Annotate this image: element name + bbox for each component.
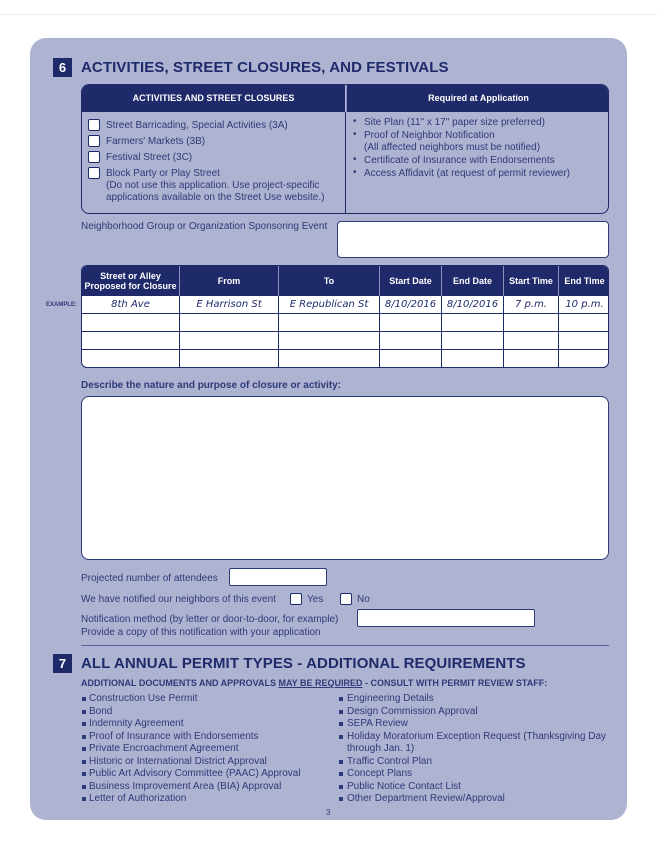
example-cell-start-time: 7 p.m.	[504, 296, 559, 314]
table-cell[interactable]	[442, 350, 504, 368]
section-divider	[81, 645, 609, 646]
activities-header: ACTIVITIES AND STREET CLOSURES	[82, 85, 345, 112]
table-cell[interactable]	[82, 314, 180, 332]
right-item: SEPA Review	[347, 718, 408, 729]
square-bullet-icon	[339, 697, 343, 701]
right-item: Design Commission Approval	[347, 706, 478, 717]
req-neighbor-sub: (All affected neighbors must be notified)	[364, 142, 541, 153]
table-cell[interactable]	[504, 332, 559, 350]
section-6-title: ACTIVITIES, STREET CLOSURES, AND FESTIVALS	[81, 59, 449, 76]
col-header-start-date: Start Date	[380, 266, 442, 296]
left-item: Letter of Authorization	[89, 793, 187, 804]
section-7-title: ALL ANNUAL PERMIT TYPES - ADDITIONAL REQUIREMENTS	[81, 655, 526, 672]
col-header-end-time: End Time	[559, 266, 609, 296]
example-cell-end-date: 8/10/2016	[442, 296, 504, 314]
col-header-end-date: End Date	[442, 266, 504, 296]
sponsor-label: Neighborhood Group or Organization Sponsoring Event	[81, 221, 328, 232]
col-header-start-time: Start Time	[504, 266, 559, 296]
example-cell-to: E Republican St	[279, 296, 380, 314]
col-header-street: Street or Alley Proposed for Closure	[82, 266, 180, 296]
block-party-note-2: applications available on the Street Use website.)	[106, 192, 325, 203]
checkbox-label-street-barricading: Street Barricading, Special Activities (3A)	[106, 120, 288, 131]
right-item: Concept Plans	[347, 768, 413, 779]
block-party-note-1: (Do not use this application. Use project-specific	[106, 180, 320, 191]
table-cell[interactable]	[180, 350, 279, 368]
bullet-icon: •	[353, 116, 357, 127]
sponsor-input[interactable]	[337, 221, 609, 258]
table-cell[interactable]	[279, 314, 380, 332]
checkbox-farmers-markets[interactable]	[88, 135, 100, 147]
subtitle-emphasis: MAY BE REQUIRED	[278, 678, 363, 688]
table-cell[interactable]	[82, 332, 180, 350]
section-7-subtitle	[81, 677, 547, 689]
square-bullet-icon	[82, 797, 86, 801]
subtitle-part: ADDITIONAL DOCUMENTS AND APPROVALS	[81, 678, 279, 688]
example-cell-from: E Harrison St	[180, 296, 279, 314]
attendees-label: Projected number of attendees	[81, 573, 218, 584]
left-item: Public Art Advisory Committee (PAAC) Approval	[89, 768, 301, 779]
req-site-plan: Site Plan (11" x 17" paper size preferred)	[364, 117, 545, 128]
left-item: Indemnity Agreement	[89, 718, 184, 729]
bullet-icon: •	[353, 129, 357, 140]
checkbox-label-festival-street: Festival Street (3C)	[106, 152, 193, 163]
describe-label: Describe the nature and purpose of closure or activity:	[81, 380, 342, 391]
table-cell[interactable]	[504, 314, 559, 332]
col-header-from: From	[180, 266, 279, 296]
table-cell[interactable]	[279, 350, 380, 368]
top-rule	[0, 14, 657, 15]
checkbox-street-barricading[interactable]	[88, 119, 100, 131]
table-cell[interactable]	[559, 350, 609, 368]
square-bullet-icon	[339, 735, 343, 739]
square-bullet-icon	[82, 760, 86, 764]
square-bullet-icon	[339, 710, 343, 714]
right-item: Other Department Review/Approval	[347, 793, 505, 804]
no-checkbox[interactable]	[340, 593, 352, 605]
example-cell-start-date: 8/10/2016	[380, 296, 442, 314]
square-bullet-icon	[82, 710, 86, 714]
subtitle-part: - CONSULT WITH PERMIT REVIEW STAFF:	[362, 678, 548, 688]
square-bullet-icon	[82, 785, 86, 789]
example-label: EXAMPLE:	[46, 302, 78, 308]
req-access-affidavit: Access Affidavit (at request of permit reviewer)	[364, 168, 571, 179]
right-item: Public Notice Contact List	[347, 781, 461, 792]
street-closure-table	[81, 265, 609, 368]
notified-label: We have notified our neighbors of this event	[81, 594, 276, 605]
page-number: 3	[326, 808, 331, 817]
square-bullet-icon	[82, 735, 86, 739]
bullet-icon: •	[353, 154, 357, 165]
copy-label: Provide a copy of this notification with your application	[81, 627, 321, 638]
col-header-to: To	[279, 266, 380, 296]
example-cell-end-time: 10 p.m.	[559, 296, 609, 314]
table-cell[interactable]	[82, 350, 180, 368]
right-item: Traffic Control Plan	[347, 756, 433, 767]
left-item: Historic or International District Approval	[89, 756, 267, 767]
square-bullet-icon	[339, 772, 343, 776]
square-bullet-icon	[339, 785, 343, 789]
table-cell[interactable]	[380, 314, 442, 332]
square-bullet-icon	[339, 722, 343, 726]
table-cell[interactable]	[380, 332, 442, 350]
table-cell[interactable]	[442, 314, 504, 332]
table-cell[interactable]	[504, 350, 559, 368]
table-cell[interactable]	[180, 314, 279, 332]
describe-textarea[interactable]	[81, 396, 609, 560]
square-bullet-icon	[82, 722, 86, 726]
square-bullet-icon	[82, 747, 86, 751]
bullet-icon: •	[353, 167, 357, 178]
yes-checkbox[interactable]	[290, 593, 302, 605]
table-cell[interactable]	[442, 332, 504, 350]
table-cell[interactable]	[380, 350, 442, 368]
section-7-number: 7	[53, 654, 72, 673]
req-certificate: Certificate of Insurance with Endorsements	[364, 155, 555, 166]
method-input[interactable]	[357, 609, 535, 627]
checkbox-festival-street[interactable]	[88, 151, 100, 163]
square-bullet-icon	[82, 772, 86, 776]
square-bullet-icon	[339, 797, 343, 801]
left-item: Bond	[89, 706, 113, 717]
req-neighbor-notification: Proof of Neighbor Notification	[364, 130, 495, 141]
attendees-input[interactable]	[229, 568, 327, 586]
example-cell-street: 8th Ave	[82, 296, 180, 314]
table-cell[interactable]	[559, 332, 609, 350]
box-divider	[345, 112, 346, 213]
table-cell[interactable]	[279, 332, 380, 350]
left-item: Private Encroachment Agreement	[89, 743, 239, 754]
no-label: No	[357, 594, 370, 605]
right-item: Engineering Details	[347, 693, 434, 704]
right-item-continued: through Jan. 1)	[347, 743, 415, 754]
left-item: Business Improvement Area (BIA) Approval	[89, 781, 282, 792]
yes-label: Yes	[307, 594, 324, 605]
left-item: Proof of Insurance with Endorsements	[89, 731, 259, 742]
right-item: Holiday Moratorium Exception Request (Thanksgiving Day	[347, 731, 607, 742]
square-bullet-icon	[82, 697, 86, 701]
left-item: Construction Use Permit	[89, 693, 198, 704]
method-label: Notification method (by letter or door-to-door, for example)	[81, 614, 339, 625]
section-6-number: 6	[53, 58, 72, 77]
checkbox-label-farmers-markets: Farmers' Markets (3B)	[106, 136, 206, 147]
checkbox-label-block-party: Block Party or Play Street	[106, 168, 220, 179]
table-cell[interactable]	[180, 332, 279, 350]
square-bullet-icon	[339, 760, 343, 764]
required-header: Required at Application	[346, 85, 609, 112]
checkbox-block-party[interactable]	[88, 167, 100, 179]
table-cell[interactable]	[559, 314, 609, 332]
